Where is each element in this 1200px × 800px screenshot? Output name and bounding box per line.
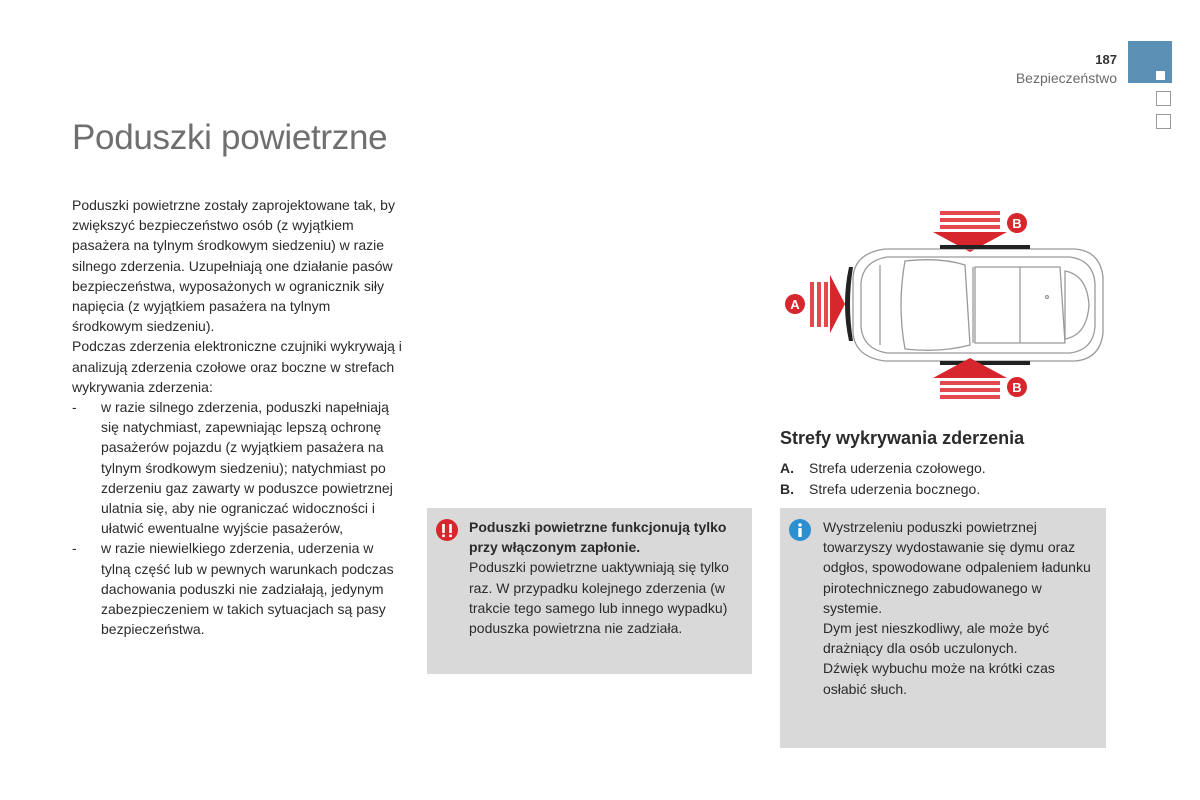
bullet-dash: - [72, 399, 77, 416]
crash-zones-diagram [775, 205, 1110, 410]
section-tab-dot [1156, 71, 1165, 80]
tab-square-2 [1156, 114, 1171, 129]
zone-letter: B. [780, 481, 794, 497]
warning-bold-text: Poduszki powietrzne funkcjonują tylko przy włączonym zapłonie. [469, 519, 727, 556]
info-text [823, 517, 1098, 699]
bullet-text: w razie niewielkiego zderzenia, uderzenia w tylną część lub w pewnych warunkach podczas dachowania poduszki nie zadziałają, jedynym zabezpieczeniem w takich sytuacjach są pasy bezpieczeństwa. [101, 540, 394, 638]
zone-item [780, 481, 980, 497]
intro-paragraph: Poduszki powietrzne zostały zaprojektowane tak, by zwiększyć bezpieczeństwo osób (z wyjątkiem pasażera na tylnym środkowym siedzeniu) w razie silnego zderzenia. Uzupełniają one działanie pasów bezpieczeństwa, wyposażonych w ogranicznik siły napięcia (z wyjątkiem pasażera na tylnym środkowym siedzeniu). [72, 197, 395, 335]
bullet-item [72, 397, 402, 538]
warning-text [469, 517, 744, 638]
info-icon [789, 519, 811, 541]
car-top-view [853, 249, 1103, 361]
section-tab-marker [1128, 41, 1172, 83]
zone-b-bottom-label: B [1012, 380, 1022, 395]
bottom-side-zone [940, 361, 1030, 365]
page-title: Poduszki powietrzne [72, 118, 388, 157]
zones-heading: Strefy wykrywania zderzenia [780, 428, 1025, 448]
warning-icon [436, 519, 458, 541]
info-paragraph: Wystrzeleniu poduszki powietrznej towarzyszy wydostawanie się dymu oraz odgłos, spowodowane odpaleniem ładunku pirotechnicznego zabudowanego w systemie. [823, 519, 1091, 616]
top-side-zone [940, 245, 1030, 249]
bullet-dash: - [72, 540, 77, 557]
zone-b-top-label: B [1012, 216, 1022, 231]
info-paragraph: Dźwięk wybuchu może na krótki czas osłabić słuch. [823, 660, 1055, 697]
section-name: Bezpieczeństwo [1015, 70, 1117, 86]
front-bumper-zone [845, 267, 853, 341]
body-text [72, 195, 402, 639]
bullet-item [72, 538, 402, 639]
page-number: 187 [1095, 52, 1117, 67]
zone-text: Strefa uderzenia czołowego. [809, 460, 986, 476]
front-impact-arrow [810, 275, 845, 333]
bullet-text: w razie silnego zderzenia, poduszki napełniają się natychmiast, zapewniając lepszą ochronę pasażerów pojazdu (z wyjątkiem pasażera na tylnym środkowym siedzeniu); natychmiast po zderzeniu gaz zawarty w poduszce powietrznej ulatnia się, aby nie ograniczać widoczności i ułatwić ewentualne wyjście pasażerów, [101, 399, 393, 537]
warning-body-text: Poduszki powietrzne uaktywniają się tylko raz. W przypadku kolejnego zderzenia (w trakcie tego samego lub innego wypadku) poduszka powietrzna nie zadziała. [469, 559, 729, 637]
info-paragraph: Dym jest nieszkodliwy, ale może być drażniący dla osób uczulonych. [823, 620, 1050, 657]
zone-item [780, 460, 986, 476]
tab-square-1 [1156, 91, 1171, 106]
detection-paragraph: Podczas zderzenia elektroniczne czujniki wykrywają i analizują zderzenia czołowe oraz boczne w strefach wykrywania zderzenia: [72, 338, 402, 395]
zone-a-label: A [790, 297, 800, 312]
zone-text: Strefa uderzenia bocznego. [809, 481, 981, 497]
zone-letter: A. [780, 460, 794, 476]
